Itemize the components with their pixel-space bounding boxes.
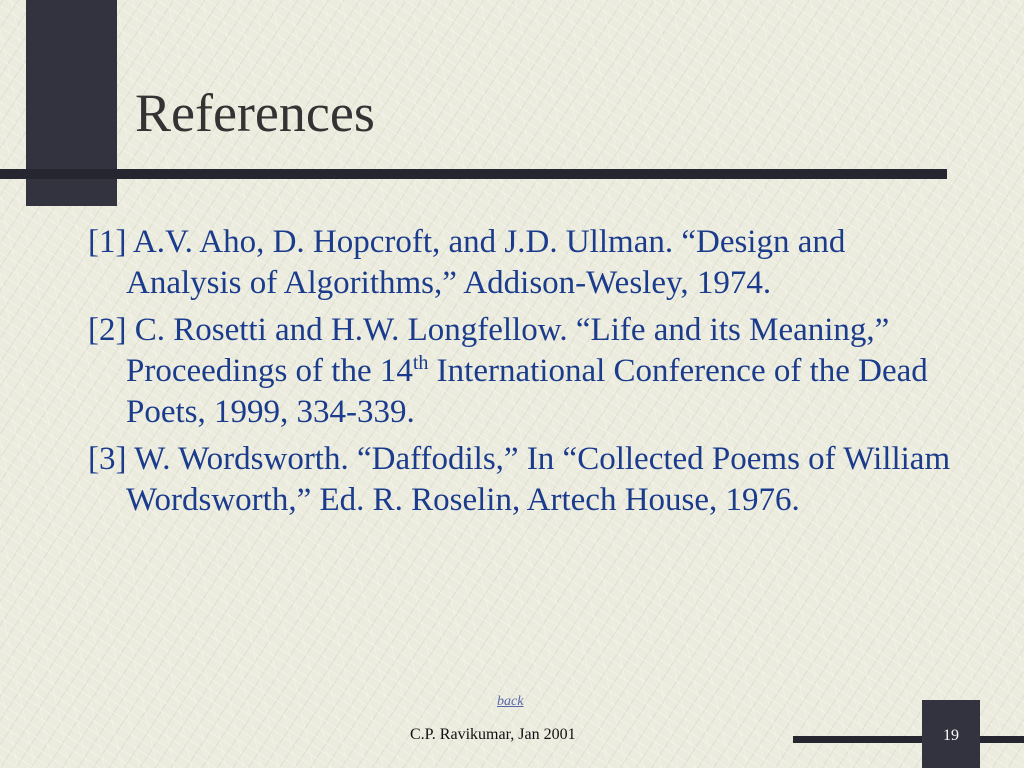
reference-text-continued: International Conference of the Dead Poets, 1999, 334-339. bbox=[126, 353, 928, 430]
reference-text: [2] C. Rosetti and H.W. Longfellow. “Life and its Meaning,” Proceedings of the 14 bbox=[88, 312, 890, 389]
ordinal-superscript: th bbox=[412, 352, 429, 374]
page-number: 19 bbox=[943, 727, 959, 744]
reference-item bbox=[88, 222, 958, 304]
reference-list bbox=[88, 222, 958, 527]
reference-text: [1] A.V. Aho, D. Hopcroft, and J.D. Ullman. “Design and Analysis of Algorithms,” Addison-Wesley, 1974. bbox=[88, 224, 846, 301]
reference-text: [3] W. Wordsworth. “Daffodils,” In “Collected Poems of William Wordsworth,” Ed. R. Roselin, Artech House, 1976. bbox=[88, 441, 951, 518]
reference-item bbox=[88, 310, 958, 433]
back-link[interactable]: back bbox=[497, 694, 524, 709]
page-number-block bbox=[922, 700, 980, 768]
slide-title: References bbox=[135, 83, 375, 143]
footer-rule bbox=[793, 736, 1024, 743]
reference-item bbox=[88, 439, 958, 521]
title-rule bbox=[0, 169, 947, 179]
footer-author-date: C.P. Ravikumar, Jan 2001 bbox=[410, 726, 576, 743]
